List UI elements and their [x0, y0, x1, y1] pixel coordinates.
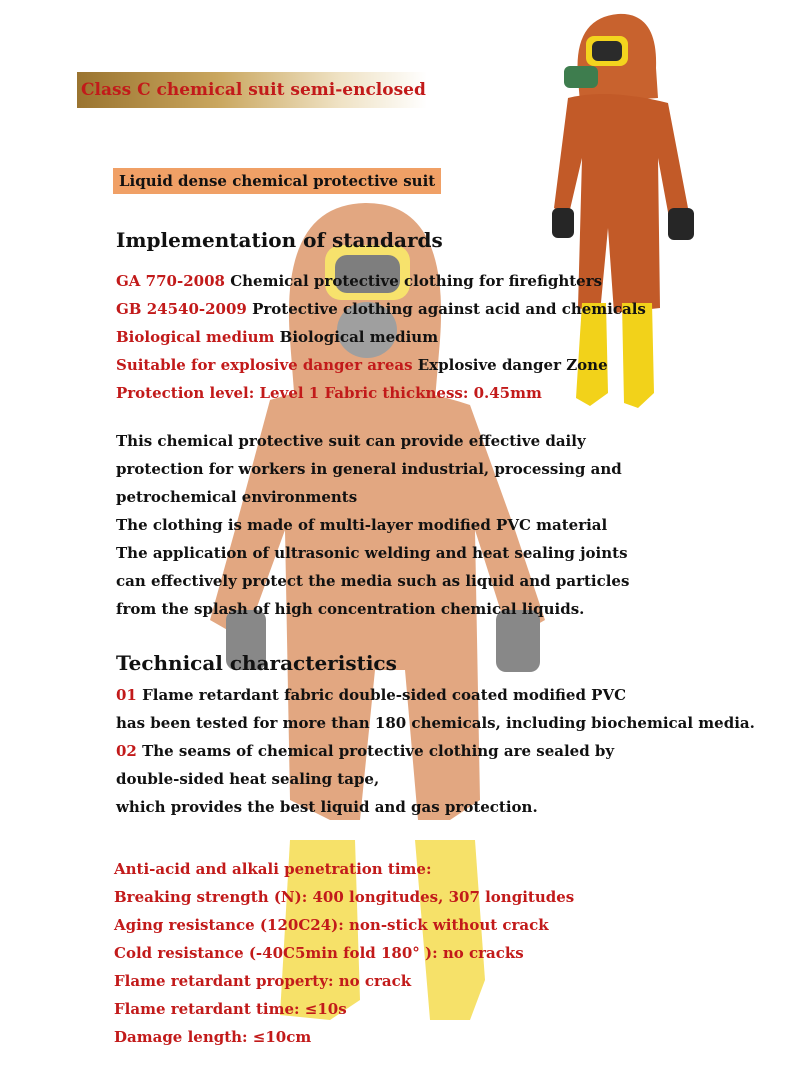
technical-line [116, 681, 755, 709]
standards-heading: Implementation of standards [116, 228, 443, 252]
property-line: Breaking strength (N): 400 longitudes, 307 longitudes [114, 888, 575, 906]
page-title: Class C chemical suit semi-enclosed [81, 80, 426, 100]
item-text: The seams of chemical protective clothing are sealed by [136, 742, 615, 760]
standard-code: GA 770-2008 [116, 272, 225, 290]
property-line: Damage length: ≤10cm [114, 1028, 312, 1046]
properties-list [114, 855, 574, 1051]
standard-text: Chemical protective clothing for firefighters [224, 272, 603, 290]
property-line: Flame retardant time: ≤10s [114, 1000, 347, 1018]
technical-line [116, 765, 755, 793]
item-number: 02 [116, 742, 137, 760]
technical-line [116, 793, 755, 821]
standard-text: Protective clothing against acid and chemicals [246, 300, 646, 318]
standard-item [116, 295, 646, 323]
technical-heading: Technical characteristics [116, 651, 397, 675]
property-line: Flame retardant property: no crack [114, 972, 412, 990]
standard-text: Explosive danger Zone [412, 356, 608, 374]
standard-item [116, 323, 646, 351]
description-line: protection for workers in general industrial, processing and [116, 460, 622, 478]
item-text: double-sided heat sealing tape, [116, 770, 380, 788]
technical-line [116, 709, 755, 737]
technical-line [116, 737, 755, 765]
property-line: Anti-acid and alkali penetration time: [114, 860, 432, 878]
standard-code: Suitable for explosive danger areas [116, 356, 413, 374]
description-line: petrochemical environments [116, 488, 358, 506]
technical-list [116, 681, 755, 821]
standards-list [116, 267, 646, 407]
title-banner [77, 72, 427, 108]
property-line: Aging resistance (120C24): non-stick without crack [114, 916, 549, 934]
item-text: Flame retardant fabric double-sided coated modified PVC [136, 686, 627, 704]
description-line: The clothing is made of multi-layer modified PVC material [116, 516, 608, 534]
standard-text: Biological medium [274, 328, 439, 346]
property-line: Cold resistance (-40C5min fold 180° ): no cracks [114, 944, 524, 962]
subtitle-label: Liquid dense chemical protective suit [113, 168, 441, 194]
item-text: which provides the best liquid and gas protection. [116, 798, 538, 816]
description-line: from the splash of high concentration chemical liquids. [116, 600, 585, 618]
standard-item [116, 267, 646, 295]
standard-item [116, 379, 646, 407]
item-text: has been tested for more than 180 chemicals, including biochemical media. [116, 714, 755, 732]
standard-code: Biological medium [116, 328, 275, 346]
standard-code: GB 24540-2009 [116, 300, 247, 318]
standard-item [116, 351, 646, 379]
item-number: 01 [116, 686, 137, 704]
description-line: This chemical protective suit can provide effective daily [116, 432, 586, 450]
description-line: can effectively protect the media such as liquid and particles [116, 572, 630, 590]
standard-code: Protection level: Level 1 Fabric thickness: 0.45mm [116, 384, 542, 402]
description [116, 427, 629, 623]
description-line: The application of ultrasonic welding and heat sealing joints [116, 544, 628, 562]
